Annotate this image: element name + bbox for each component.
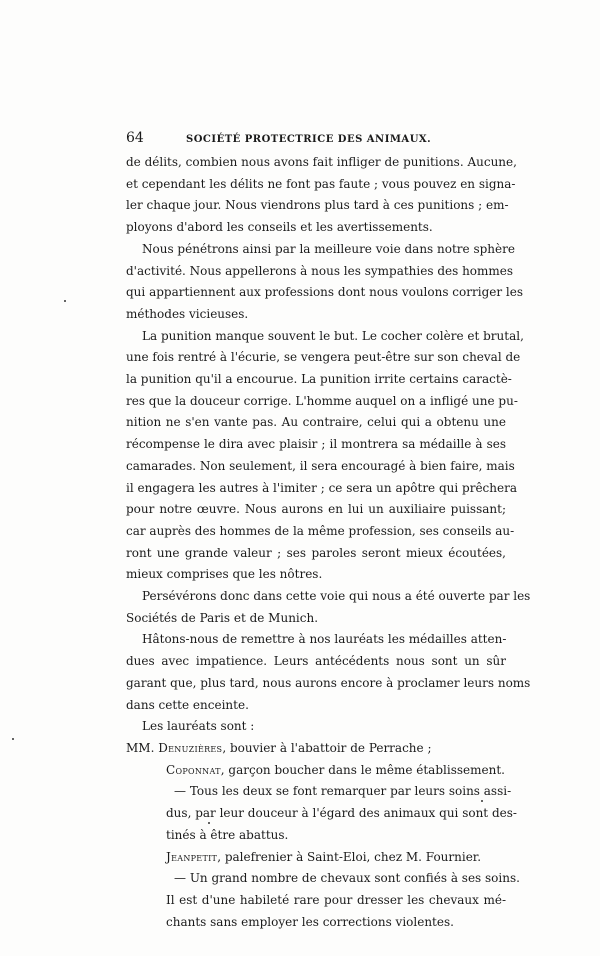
text-line: ront une grande valeur ; ses paroles seront mieux écoutées,	[126, 545, 506, 560]
text-line: mieux comprises que les nôtres.	[126, 567, 323, 582]
laureate-entry-denuzieres	[126, 738, 506, 760]
text-line: garant que, plus tard, nous aurons encore à proclamer leurs noms	[126, 675, 531, 690]
laureate-list	[126, 738, 520, 933]
paper-speck	[481, 800, 483, 802]
text-line: la punition qu'il a encourue. La punition irrite certains caractè-	[126, 372, 512, 387]
paper-speck	[208, 822, 210, 824]
running-title: SOCIÉTÉ PROTECTRICE DES ANIMAUX.	[186, 134, 432, 145]
text-line: pour notre œuvre. Nous aurons en lui un auxiliaire puissant;	[126, 502, 506, 517]
text-line: Persévérons donc dans cette voie qui nous a été ouverte par les	[142, 589, 531, 604]
text-line: Nous pénétrons ainsi par la meilleure voie dans notre sphère	[142, 241, 515, 256]
laureate-name: Coponnat	[166, 762, 221, 777]
laureate-prefix: MM.	[126, 740, 155, 755]
text-line: car auprès des hommes de la même profession, ses conseils au-	[126, 523, 515, 538]
text-line: dues avec impatience. Leurs antécédents nous sont un sûr	[126, 654, 506, 669]
laureate-entry-coponnat	[126, 760, 506, 782]
text-line: tinés à être abattus.	[166, 827, 289, 842]
laureate-desc: , garçon boucher dans le même établissement.	[220, 762, 505, 777]
text-line: Les lauréats sont :	[142, 719, 255, 734]
text-line: chants sans employer les corrections violentes.	[166, 914, 454, 929]
paragraph-2	[126, 239, 523, 326]
paragraph-6	[126, 716, 506, 738]
laureate-name: Denuzières	[158, 740, 223, 755]
text-line: camarades. Non seulement, il sera encouragé à bien faire, mais	[126, 458, 515, 473]
text-line: d'activité. Nous appellerons à nous les sympathies des hommes	[126, 263, 514, 278]
paragraph-5	[126, 629, 531, 716]
text-line: récompense le dira avec plaisir ; il montrera sa médaille à ses	[126, 437, 506, 452]
text-line: il engagera les autres à l'imiter ; ce sera un apôtre qui prêchera	[126, 480, 517, 495]
text-line: ler chaque jour. Nous viendrons plus tard à ces punitions ; em-	[126, 198, 509, 213]
paper-speck	[64, 300, 66, 302]
text-line: res que la douceur corrige. L'homme auquel on a infligé une pu-	[126, 393, 518, 408]
text-line: qui appartiennent aux professions dont nous voulons corriger les	[126, 285, 523, 300]
text-line: dans cette enceinte.	[126, 697, 249, 712]
text-line: ployons d'abord les conseils et les avertissements.	[126, 220, 433, 235]
page-number: 64	[126, 130, 144, 146]
text-line: La punition manque souvent le but. Le cocher colère et brutal,	[142, 328, 524, 343]
running-head	[126, 130, 506, 152]
laureate-name: Jeanpetit	[166, 849, 218, 864]
laureate-desc: , bouvier à l'abattoir de Perrache ;	[222, 740, 432, 755]
laureate-entry-jeanpetit	[126, 847, 506, 869]
text-line: de délits, combien nous avons fait infliger de punitions. Aucune,	[126, 155, 517, 169]
page-text	[126, 130, 531, 933]
paragraph-4	[126, 586, 531, 629]
text-line: — Tous les deux se font remarquer par leurs soins assi-	[174, 784, 512, 799]
text-line: méthodes vicieuses.	[126, 306, 249, 321]
laureate-desc: , palefrenier à Saint-Eloi, chez M. Fournier.	[217, 849, 482, 864]
text-line: une fois rentré à l'écurie, se vengera peut-être sur son cheval de	[126, 350, 521, 365]
paragraph-3	[126, 326, 524, 586]
paragraph-1	[126, 152, 517, 239]
paper-speck	[12, 738, 14, 740]
text-line: Hâtons-nous de remettre à nos lauréats les médailles atten-	[142, 632, 507, 647]
text-line: Il est d'une habileté rare pour dresser les chevaux mé-	[166, 892, 506, 907]
text-line: — Un grand nombre de chevaux sont confiés à ses soins.	[174, 871, 520, 886]
text-line: et cependant les délits ne font pas faute ; vous pouvez en signa-	[126, 176, 516, 191]
text-line: Sociétés de Paris et de Munich.	[126, 610, 319, 625]
text-line: dus, par leur douceur à l'égard des animaux qui sont des-	[166, 806, 517, 821]
text-line: nition ne s'en vante pas. Au contraire, celui qui a obtenu une	[126, 415, 506, 430]
